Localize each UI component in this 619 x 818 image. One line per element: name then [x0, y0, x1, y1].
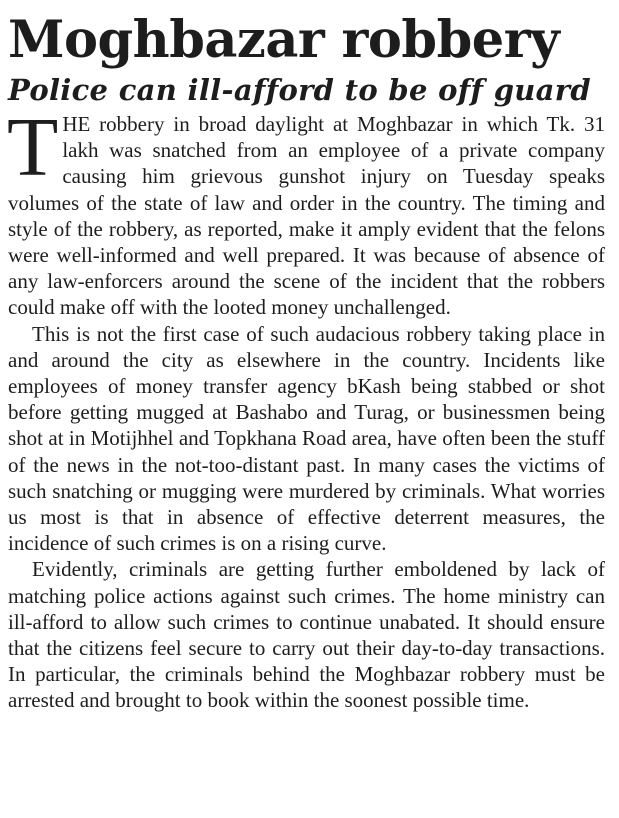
paragraph-1-text: HE robbery in broad daylight at Moghbazar in which Tk. 31 lakh was snatched from an employee of a private company causing him grievous gunshot injury on Tuesday speaks volumes of the state of law and order in the country. The timing and style of the robbery, as reported, make it amply evident that the felons were well-informed and well prepared. It was because of absence of any law-enforcers around the scene of the incident that the robbers could make off with the looted money unchallenged.	[8, 112, 605, 320]
drop-cap: T	[7, 101, 59, 194]
headline: Moghbazar robbery	[8, 10, 560, 70]
subheadline: Police can ill-afford to be off guard	[8, 73, 591, 107]
paragraph-1	[7, 101, 605, 321]
paragraph-2: This is not the first case of such audacious robbery taking place in and around the city as elsewhere in the country. Incidents like employees of money transfer agency bKash being stabbed or shot before getting mugged at Bashabo and Turag, or businessmen being shot at in Motijhhel and Topkhana Road area, have often been the stuff of the news in the not-too-distant past. In many cases the victims of such snatching or mugging were murdered by criminals. What worries us most is that in absence of effective deterrent measures, the incidence of such crimes is on a rising curve.	[8, 321, 605, 556]
paragraph-3: Evidently, criminals are getting further emboldened by lack of matching police actions against such crimes. The home ministry can ill-afford to allow such crimes to continue unabated. It should ensure that the citizens feel secure to carry out their day-to-day transactions. In particular, the criminals behind the Moghbazar robbery must be arrested and brought to book within the soonest possible time.	[8, 557, 605, 713]
article-body	[7, 101, 605, 714]
